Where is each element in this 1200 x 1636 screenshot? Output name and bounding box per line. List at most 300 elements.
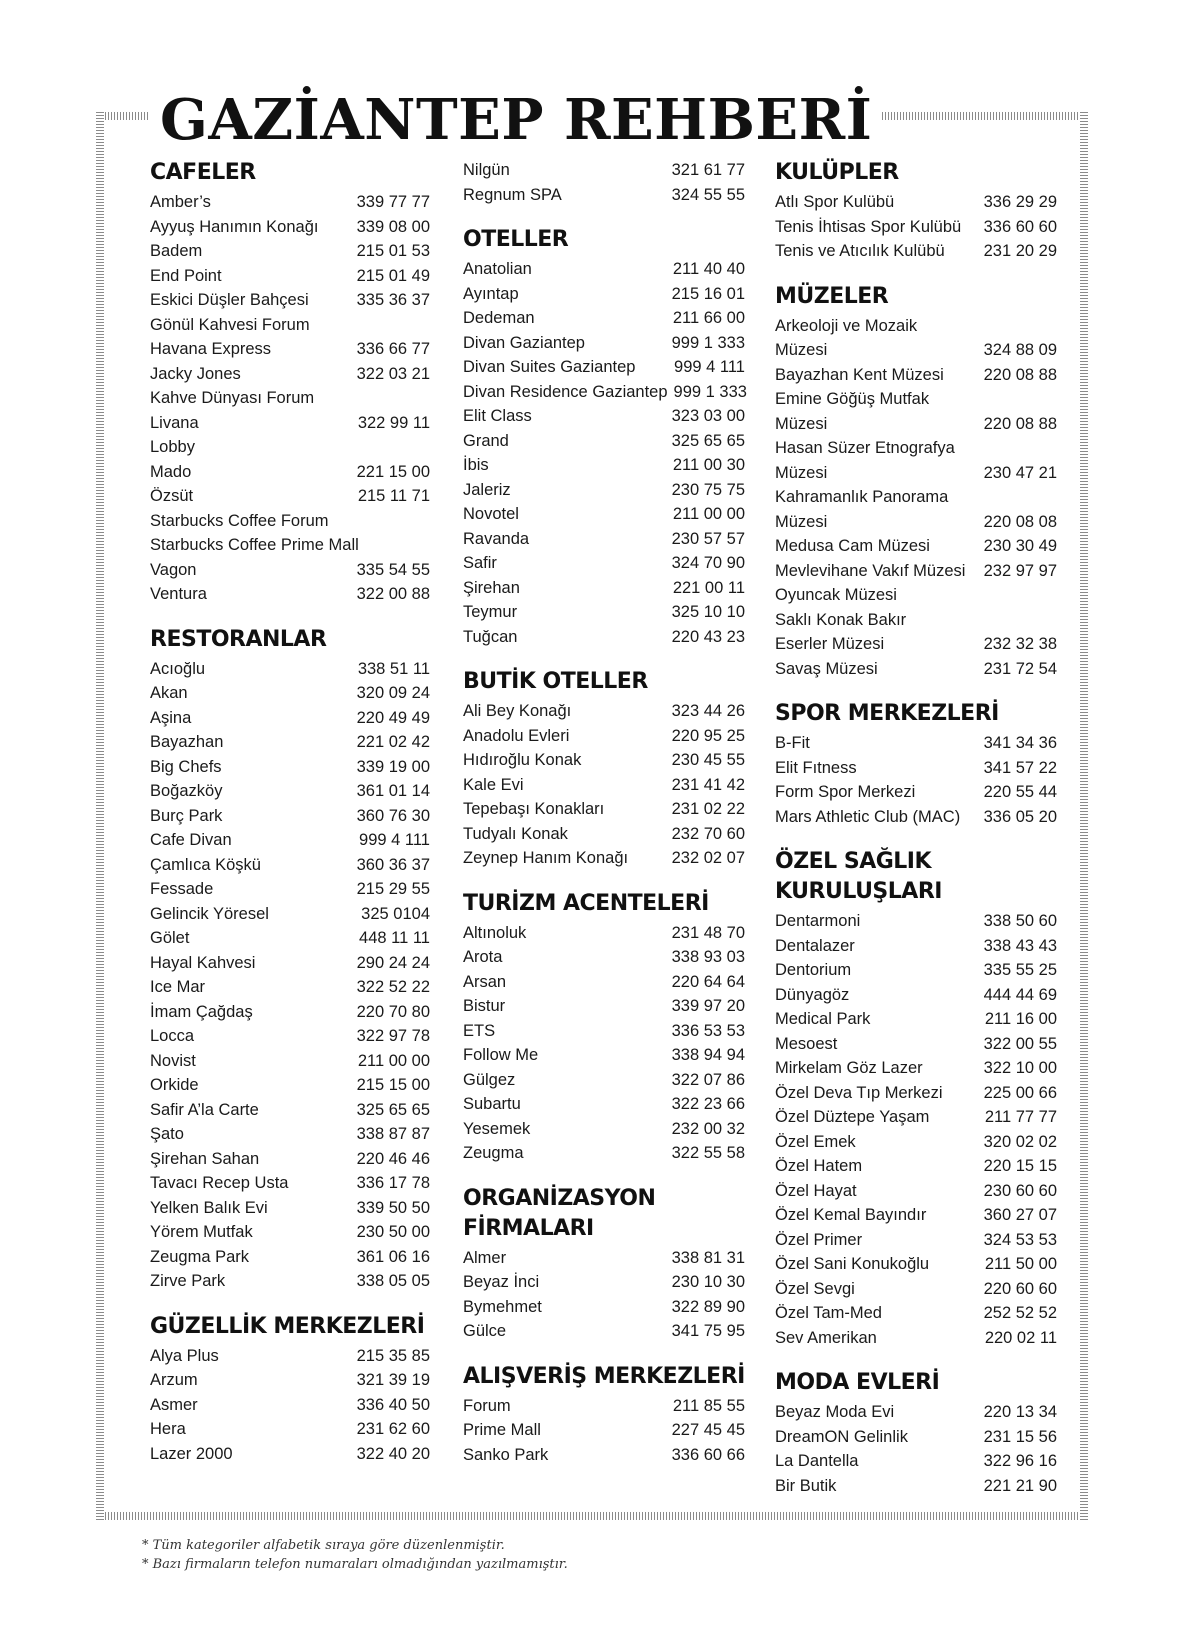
directory-entry [150,215,430,240]
directory-entry [775,1425,1057,1450]
directory-section [463,1362,745,1468]
directory-entry [775,534,1057,559]
entry-phone: 220 08 08 [983,512,1057,531]
entry-name: Mirkelam Göz Lazer [775,1059,923,1077]
directory-entry [150,1245,430,1270]
entry-phone: 322 03 21 [356,364,430,383]
entry-phone: 324 53 53 [983,1230,1057,1249]
entry-phone: 211 00 00 [672,505,745,523]
frame-right-border [1080,112,1088,1520]
entry-phone: 230 60 60 [983,1181,1057,1200]
entry-phone: 341 75 95 [671,1322,745,1340]
entry-name: Tepebaşı Konakları [463,800,605,818]
directory-entry [150,190,430,215]
entry-phone [1051,314,1057,339]
entry-name: Havana Express [150,340,272,358]
directory-entry [463,1043,745,1068]
section-heading: MODA EVLERİ [775,1370,940,1395]
entry-phone: 361 01 14 [356,782,430,800]
entry-name: Tenis İhtisas Spor Kulübü [775,217,962,236]
entry-name: Yesemek [463,1119,531,1138]
entry-phone: 220 70 80 [356,1002,430,1021]
entry-phone: 220 08 88 [983,414,1057,433]
entry-name: Gölet [150,929,190,947]
entry-name: Arsan [463,972,507,991]
directory-entry [775,1252,1057,1277]
entry-name: Akan [150,684,188,702]
entry-name: Özel Tam-Med [775,1304,882,1322]
entry-name: Locca [150,1027,195,1045]
directory-entry [150,558,430,583]
section-heading: TURİZM ACENTELERİ [463,890,709,916]
directory-entry [775,1449,1057,1474]
section-heading: RESTORANLAR [150,626,327,652]
entry-phone: 321 39 19 [356,1371,430,1389]
entry-phone: 338 93 03 [671,948,745,966]
entry-name: Altınoluk [463,923,527,942]
entry-name: Yörem Mutfak [150,1223,253,1241]
directory-entry [463,158,745,183]
entry-phone: 336 40 50 [356,1395,430,1414]
frame-bottom-border [96,1512,1088,1520]
entry-name: Tenis ve Atıcılık Kulübü [775,242,945,260]
entry-phone [1051,436,1057,461]
entry-phone: 220 55 44 [983,783,1057,801]
entry-name: Ravanda [463,529,530,548]
entry-phone: 211 50 00 [984,1255,1057,1273]
page-title: GAZİANTEP REHBERİ [150,82,882,158]
directory-entry [775,190,1057,215]
directory-entry [150,1344,430,1369]
entry-name: Arzum [150,1371,198,1389]
directory-entry [150,1024,430,1049]
entry-name: Hayal Kahvesi [150,953,256,972]
directory-entry [775,934,1057,959]
directory-entry [775,909,1057,934]
directory-entry [463,478,745,503]
entry-name: Anatolian [463,260,532,278]
entry-phone: 220 13 34 [983,1403,1057,1421]
directory-section [775,158,1057,264]
entry-name: Nilgün [463,161,510,179]
entry-name: Sev Amerikan [775,1328,877,1347]
entry-name: Özel Kemal Bayındır [775,1206,927,1224]
entry-phone: 211 16 00 [984,1010,1057,1028]
entry-phone: 339 50 50 [356,1198,430,1217]
entry-phone: 220 64 64 [671,972,745,991]
entry-phone: 336 60 60 [983,217,1057,236]
entry-phone: 325 10 10 [671,603,745,621]
entry-name: Ice Mar [150,978,206,996]
directory-entry [150,460,430,485]
footnote-missing-phones: * Bazı firmaların telefon numaraları olmadığından yazılmamıştır. [142,1557,568,1572]
entry-name: Mevlevihane Vakıf Müzesi [775,561,966,580]
directory-entry [775,485,1057,510]
entry-name: Grand [463,431,509,450]
entry-name: Hera [150,1420,186,1438]
entry-phone: 211 00 00 [357,1051,430,1070]
directory-entry [150,706,430,731]
directory-entry [150,1171,430,1196]
entry-phone: 220 15 15 [983,1157,1057,1175]
entry-phone: 230 50 00 [356,1223,430,1241]
entry-phone: 232 32 38 [983,635,1057,653]
directory-entry [463,1418,745,1443]
entry-name: Mesoest [775,1034,838,1053]
entry-name: Starbucks Coffee Forum [150,511,329,530]
directory-entry [775,1474,1057,1499]
entry-phone: 230 45 55 [671,751,745,769]
directory-entry [150,657,430,682]
directory-entry [463,748,745,773]
directory-entry [150,1098,430,1123]
entry-phone: 221 02 42 [356,733,430,751]
entry-phone: 338 81 31 [671,1248,745,1267]
directory-entry [463,699,745,724]
entry-phone: 230 47 21 [983,463,1057,482]
directory-entry [463,355,745,380]
directory-entry [775,314,1057,339]
entry-phone: 324 55 55 [671,185,745,204]
directory-entry [463,429,745,454]
entry-phone: 335 36 37 [356,291,430,309]
directory-entry [150,337,430,362]
directory-entry [463,1270,745,1295]
entry-phone: 323 44 26 [671,702,745,720]
entry-phone: 448 11 11 [359,929,430,947]
entry-name: Bayazhan [150,733,224,751]
directory-entry [775,338,1057,363]
entry-phone: 322 07 86 [671,1070,745,1089]
entry-phone [1051,387,1057,412]
entry-name: Jacky Jones [150,364,241,383]
entry-name: Müzesi [775,414,828,433]
directory-entry [150,853,430,878]
entry-name: Boğazköy [150,782,223,800]
entry-name: Müzesi [775,341,828,359]
entry-name: Müzesi [775,463,828,482]
entry-phone: 338 43 43 [983,936,1057,955]
entry-phone: 215 16 01 [671,284,745,303]
section-heading: MÜZELER [775,283,889,309]
entry-phone: 211 66 00 [672,309,745,327]
directory-entry [150,804,430,829]
entry-phone: 231 72 54 [983,659,1057,678]
directory-entry [775,805,1057,830]
directory-section [150,1312,430,1467]
footnote-alphabetical: * Tüm kategoriler alfabetik sıraya göre düzenlenmiştir. [142,1538,505,1553]
directory-entry [150,1220,430,1245]
entry-name: Özsüt [150,487,194,505]
entry-phone: 322 96 16 [983,1452,1057,1470]
entry-name: Tavacı Recep Usta [150,1174,289,1192]
directory-entry [775,363,1057,388]
entry-name: Eskici Düşler Bahçesi [150,291,309,309]
directory-section [150,158,430,607]
entry-phone: 324 70 90 [671,554,745,572]
directory-entry [150,951,430,976]
entry-name: Dedeman [463,309,535,327]
section-heading: ALIŞVERİŞ MERKEZLERİ [463,1363,745,1389]
entry-phone [1051,608,1057,633]
entry-name: Lobby [150,438,195,456]
directory-entry [150,1196,430,1221]
directory-entry [150,1393,430,1418]
directory-entry [150,975,430,1000]
entry-phone: 336 66 77 [356,340,430,358]
entry-phone: 227 45 45 [671,1421,745,1439]
entry-name: Burç Park [150,806,223,825]
column-middle [463,158,745,1467]
entry-name: Dünyagöz [775,985,850,1004]
entry-name: Şato [150,1125,184,1143]
directory-entry [775,1105,1057,1130]
entry-phone: 336 29 29 [983,193,1057,211]
directory-entry [775,632,1057,657]
entry-name: Özel Düztepe Yaşam [775,1108,930,1126]
entry-name: Gelincik Yöresel [150,904,269,923]
frame-left-border [96,112,104,1520]
directory-entry [463,797,745,822]
entry-phone: 999 4 111 [674,358,745,376]
entry-name: Cafe Divan [150,831,232,849]
entry-name: Novotel [463,505,519,523]
directory-entry [150,411,430,436]
entry-phone: 215 11 71 [357,487,430,505]
entry-name: Zeynep Hanım Konağı [463,849,629,867]
entry-name: Özel Hatem [775,1157,863,1175]
directory-entry [463,921,745,946]
entry-name: Badem [150,242,203,260]
entry-phone: 215 15 00 [356,1076,430,1094]
entry-name: Anadolu Evleri [463,726,570,745]
entry-name: Elit Fıtness [775,758,857,777]
directory-entry [775,387,1057,412]
directory-entry [775,1130,1057,1155]
directory-entry [463,1246,745,1271]
entry-phone: 215 35 85 [356,1346,430,1365]
entry-phone: 220 95 25 [671,726,745,745]
entry-phone: 322 55 58 [671,1144,745,1162]
entry-phone: 220 49 49 [356,708,430,727]
entry-name: Divan Suites Gaziantep [463,358,636,376]
directory-entry [150,313,430,338]
entry-name: Teymur [463,603,518,621]
entry-name: Saklı Konak Bakır [775,610,907,629]
directory-entry [775,239,1057,264]
entry-phone: 231 20 29 [983,242,1057,260]
entry-name: Özel Deva Tıp Merkezi [775,1083,943,1102]
entry-name: Tudyalı Konak [463,824,568,843]
entry-name: B-Fit [775,734,810,752]
entry-phone: 999 1 333 [673,382,747,401]
entry-name: Medical Park [775,1010,871,1028]
directory-entry [463,822,745,847]
directory-entry [775,958,1057,983]
directory-entry [775,657,1057,682]
section-heading: ORGANİZASYON FİRMALARI [463,1185,656,1241]
entry-name: Subartu [463,1095,521,1113]
directory-entry [775,1007,1057,1032]
directory-entry [775,412,1057,437]
directory-entry [463,282,745,307]
entry-phone: 231 15 56 [983,1427,1057,1446]
directory-entry [463,846,745,871]
entry-name: Form Spor Merkezi [775,783,916,801]
directory-entry [150,1122,430,1147]
directory-entry [775,780,1057,805]
entry-name: Elit Class [463,407,532,425]
directory-entry [463,970,745,995]
entry-phone: 322 00 88 [356,585,430,603]
directory-entry [463,1019,745,1044]
entry-name: Big Chefs [150,757,222,776]
entry-phone: 232 70 60 [671,824,745,843]
entry-phone: 230 30 49 [983,537,1057,555]
entry-name: Özel Emek [775,1132,856,1151]
entry-name: Lazer 2000 [150,1444,233,1463]
directory-entry [150,926,430,951]
entry-name: Sanko Park [463,1445,549,1464]
directory-entry [775,1301,1057,1326]
entry-phone: 360 27 07 [983,1206,1057,1224]
entry-name: Gülce [463,1322,507,1340]
entry-name: Bir Butik [775,1476,837,1495]
entry-phone: 215 01 49 [356,266,430,285]
directory-entry [150,877,430,902]
entry-phone: 220 02 11 [984,1328,1057,1347]
entry-name: Yelken Balık Evi [150,1198,268,1217]
entry-name: Hıdıroğlu Konak [463,751,582,769]
entry-phone: 335 55 25 [983,961,1057,979]
entry-name: ETS [463,1021,496,1040]
entry-phone: 231 48 70 [671,923,745,942]
entry-name: Emine Göğüş Mutfak [775,390,930,408]
directory-entry [463,724,745,749]
directory-entry [150,386,430,411]
directory-entry [775,1203,1057,1228]
entry-name: Ali Bey Konağı [463,702,572,720]
directory-entry [775,756,1057,781]
entry-name: Orkide [150,1076,199,1094]
directory-entry [775,510,1057,535]
entry-name: Kahve Dünyası Forum [150,389,315,407]
entry-phone: 325 65 65 [356,1100,430,1119]
directory-entry [463,600,745,625]
directory-section [775,699,1057,829]
entry-name: Prime Mall [463,1421,541,1439]
directory-entry [463,1319,745,1344]
entry-name: Dentarmoni [775,912,861,930]
entry-phone: 231 62 60 [356,1420,430,1438]
entry-phone: 232 02 07 [671,849,745,867]
entry-name: İmam Çağdaş [150,1002,253,1021]
entry-phone: 325 65 65 [671,431,745,450]
directory-entry [463,453,745,478]
entry-phone: 338 50 60 [983,912,1057,930]
entry-phone: 320 02 02 [983,1132,1057,1151]
entry-name: Starbucks Coffee Prime Mall [150,536,359,554]
entry-name: Dentorium [775,961,852,979]
entry-phone: 321 61 77 [671,161,745,179]
entry-name: Özel Hayat [775,1181,857,1200]
directory-entry [150,1073,430,1098]
entry-phone: 230 10 30 [671,1273,745,1291]
directory-entry [463,1295,745,1320]
entry-name: Şirehan [463,578,520,597]
entry-phone: 220 60 60 [983,1279,1057,1298]
section-heading: BUTİK OTELLER [463,669,648,694]
entry-phone: 211 00 30 [672,456,745,474]
entry-phone: 322 10 00 [983,1059,1057,1077]
entry-name: Livana [150,413,199,432]
entry-phone: 230 57 57 [671,529,745,548]
entry-phone: 322 99 11 [357,413,430,432]
entry-name: Tuğcan [463,627,518,646]
entry-phone [424,386,430,411]
entry-phone: 215 29 55 [356,880,430,898]
entry-phone: 338 87 87 [356,1125,430,1143]
directory-entry [150,239,430,264]
directory-entry [463,945,745,970]
entry-phone: 320 09 24 [356,684,430,702]
entry-phone [1051,485,1057,510]
entry-name: Beyaz İnci [463,1273,540,1291]
entry-phone [424,509,430,534]
directory-entry [775,731,1057,756]
directory-entry [463,527,745,552]
directory-entry [775,608,1057,633]
directory-entry [463,625,745,650]
directory-entry [463,1068,745,1093]
entry-name: İbis [463,456,489,474]
directory-entry [150,779,430,804]
directory-entry [150,681,430,706]
entry-name: Asmer [150,1395,198,1414]
entry-phone: 322 89 90 [671,1297,745,1316]
directory-entry [463,502,745,527]
entry-name: Safir A’la Carte [150,1100,259,1119]
entry-phone: 341 34 36 [983,734,1057,752]
entry-name: Gönül Kahvesi Forum [150,315,310,334]
entry-name: Amber’s [150,193,211,211]
entry-phone: 221 15 00 [356,462,430,481]
directory-entry [775,983,1057,1008]
directory-entry [775,1326,1057,1351]
entry-name: Ayıntap [463,284,519,303]
directory-entry [463,380,745,405]
entry-phone: 221 00 11 [672,578,745,597]
entry-name: Ventura [150,585,207,603]
entry-phone: 252 52 52 [983,1304,1057,1322]
entry-phone [1051,583,1057,608]
entry-name: Zeugma [463,1144,524,1162]
entry-name: Müzesi [775,512,828,531]
entry-phone [424,533,430,558]
directory-entry [775,1154,1057,1179]
entry-phone: 339 08 00 [356,217,430,236]
entry-phone: 215 01 53 [356,242,430,260]
section-heading: GÜZELLİK MERKEZLERİ [150,1313,425,1339]
entry-name: Mado [150,462,192,481]
entry-name: Aşina [150,708,192,727]
directory-entry [463,1394,745,1419]
entry-phone: 338 05 05 [356,1272,430,1290]
directory-section [463,225,745,649]
entry-phone: 360 36 37 [356,855,430,874]
directory-entry [775,461,1057,486]
entry-phone: 360 76 30 [356,806,430,825]
